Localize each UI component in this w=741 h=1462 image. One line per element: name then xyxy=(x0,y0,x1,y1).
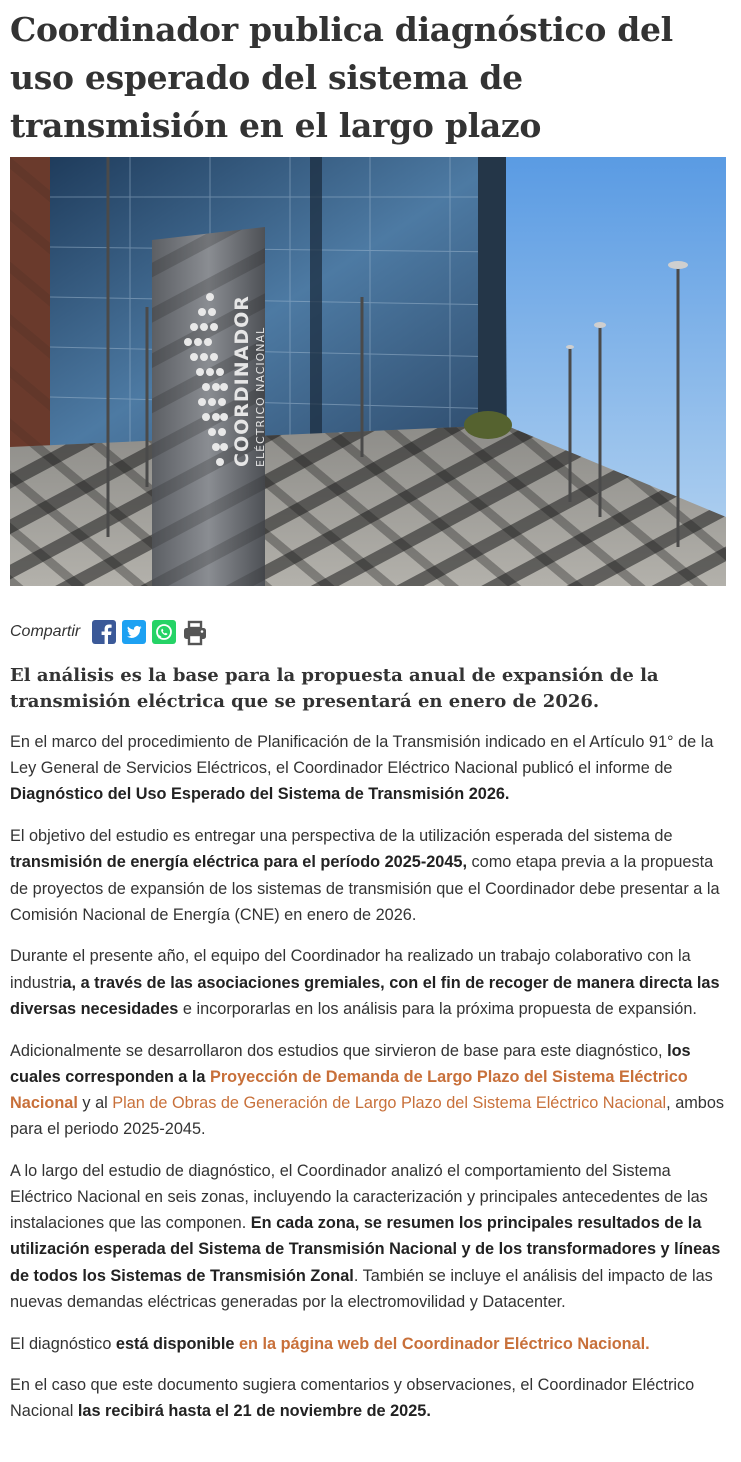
sign-sub-text: ELÉCTRICO NACIONAL xyxy=(254,326,267,467)
paragraph-5: A lo largo del estudio de diagnóstico, el Coordinador analizó el comportamiento del Sistema Eléctrico Nacional en seis zonas, incluyendo la caracterización y principales antecedentes de las instalaciones que las componen. En cada zona, se resumen los principales resultados de la utilización esperada del Sistema de Transmisión Nacional y de los transformadores y líneas de todos los Sistemas de Transmisión Zonal. También se incluye el análisis del impacto de las nuevas demandas eléctricas generadas por la electromovilidad y Datacenter. xyxy=(10,1161,721,1311)
share-bar xyxy=(10,617,206,647)
generation-plan-link[interactable]: Plan de Obras de Generación de Largo Plazo del Sistema Eléctrico Nacional xyxy=(112,1093,667,1112)
demand-projection-link[interactable]: Proyección de Demanda de Largo Plazo del Sistema Eléctrico Nacional xyxy=(10,1067,688,1112)
sign-brand-text: COORDINADOR xyxy=(231,295,253,467)
facebook-icon[interactable] xyxy=(92,620,116,644)
article-lead: El análisis es la base para la propuesta anual de expansión de la transmisión eléctrica que se presentará en enero de 2026. xyxy=(10,665,659,712)
twitter-icon[interactable] xyxy=(122,620,146,644)
whatsapp-icon[interactable] xyxy=(152,620,176,644)
paragraph-6: El diagnóstico está disponible en la página web del Coordinador Eléctrico Nacional. xyxy=(10,1334,650,1353)
print-icon[interactable] xyxy=(182,620,206,644)
paragraph-2: El objetivo del estudio es entregar una perspectiva de la utilización esperada del sistema de transmisión de energía eléctrica para el período 2025-2045, como etapa previa a la propuesta de proyectos de expansión de los sistemas de transmisión que el Coordinador debe presentar a la Comisión Nacional de Energía (CNE) en enero de 2026. xyxy=(10,827,720,924)
hero-image xyxy=(10,157,726,586)
paragraph-1: En el marco del procedimiento de Planificación de la Transmisión indicado en el Artículo 91° de la Ley General de Servicios Eléctricos, el Coordinador Eléctrico Nacional publicó el informe de Diagnóstico del Uso Esperado del Sistema de Transmisión 2026. xyxy=(10,733,714,804)
article xyxy=(10,0,726,1421)
article-title: Coordinador publica diagnóstico del uso esperado del sistema de transmisión en el largo plazo xyxy=(10,10,673,145)
share-label: Compartir xyxy=(10,623,81,640)
article-body xyxy=(10,729,726,1440)
coordinador-website-link[interactable]: en la página web del Coordinador Eléctrico Nacional. xyxy=(238,1334,650,1353)
paragraph-4: Adicionalmente se desarrollaron dos estudios que sirvieron de base para este diagnóstico, los cuales corresponden a la Proyección de Demanda de Largo Plazo del Sistema Eléctrico Nacional y al Plan de Obras de Generación de Largo Plazo del Sistema Eléctrico Nacional, ambos para el periodo 2025-2045. xyxy=(10,1041,725,1139)
paragraph-3: Durante el presente año, el equipo del Coordinador ha realizado un trabajo colaborativo con la industria, a través de las asociaciones gremiales, con el fin de recoger de manera directa las diversas necesidades e incorporarlas en los análisis para la próxima propuesta de expansión. xyxy=(10,947,720,1018)
paragraph-7: En el caso que este documento sugiera comentarios y observaciones, el Coordinador Eléctrico Nacional las recibirá hasta el 21 de noviembre de 2025. xyxy=(10,1376,695,1421)
